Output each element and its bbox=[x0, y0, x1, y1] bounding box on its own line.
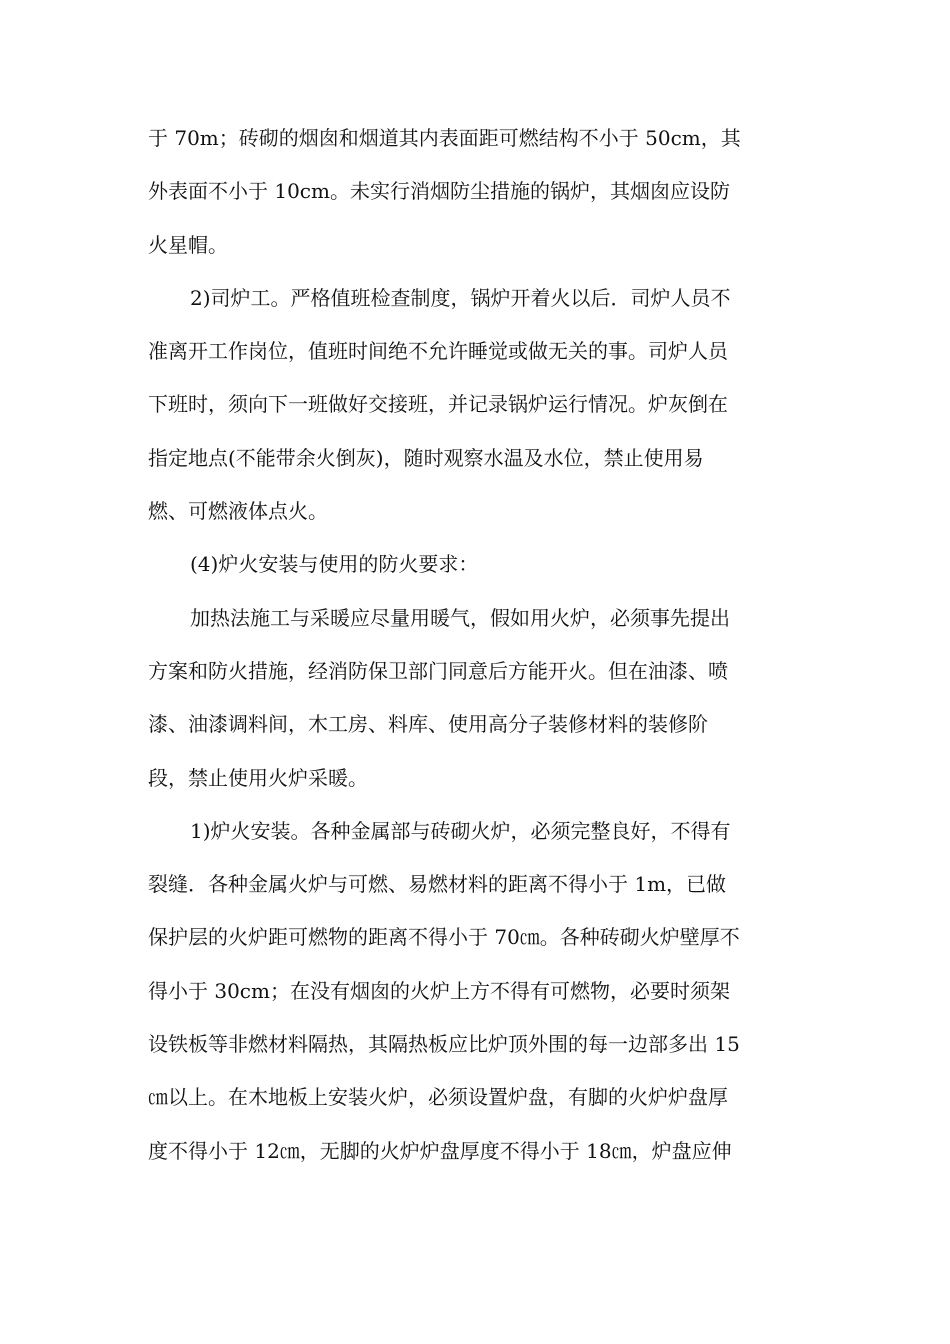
paragraph-start-line: 1)炉火安装。各种金属部与砖砌火炉，必须完整良好，不得有 bbox=[190, 818, 731, 843]
text-line: 燃、可燃液体点火。 bbox=[148, 499, 328, 524]
text-line: 设铁板等非燃材料隔热，其隔热板应比炉顶外围的每一边部多出 15 bbox=[148, 1032, 740, 1057]
document-body bbox=[148, 112, 808, 1178]
text-line: 度不得小于 12㎝，无脚的火炉炉盘厚度不得小于 18㎝，炉盘应伸 bbox=[148, 1138, 732, 1163]
paragraph-start-line: 加热法施工与采暖应尽量用暖气，假如用火炉，必须事先提出 bbox=[190, 605, 730, 630]
text-line: 外表面不小于 10cm。未实行消烟防尘措施的锅炉，其烟囱应设防 bbox=[148, 179, 730, 204]
text-line: 段，禁止使用火炉采暖。 bbox=[148, 765, 368, 790]
text-line: 漆、油漆调料间，木工房、料库、使用高分子装修材料的装修阶 bbox=[148, 712, 708, 737]
text-line: 得小于 30cm；在没有烟囱的火炉上方不得有可燃物，必要时须架 bbox=[148, 978, 730, 1003]
paragraph-start-line: 2)司炉工。严格值班检查制度，锅炉开着火以后．司炉人员不 bbox=[190, 285, 731, 310]
text-line: 保护层的火炉距可燃物的距离不得小于 70㎝。各种砖砌火炉壁厚不 bbox=[148, 925, 740, 950]
text-line: 裂缝．各种金属火炉与可燃、易燃材料的距离不得小于 1m，已做 bbox=[148, 872, 727, 897]
text-line: 于 70m；砖砌的烟囱和烟道其内表面距可燃结构不小于 50cm，其 bbox=[148, 126, 741, 150]
text-line: 下班时，须向下一班做好交接班，并记录锅炉运行情况。炉灰倒在 bbox=[148, 392, 728, 417]
text-line: 准离开工作岗位，值班时间绝不允许睡觉或做无关的事。司炉人员 bbox=[148, 339, 728, 364]
text-line: 指定地点(不能带余火倒灰)，随时观察水温及水位，禁止使用易 bbox=[148, 445, 704, 470]
text-line: 方案和防火措施，经消防保卫部门同意后方能开火。但在油漆、喷 bbox=[148, 658, 728, 683]
text-line: 火星帽。 bbox=[148, 232, 228, 257]
section-heading-line: (4)炉火安装与使用的防火要求： bbox=[190, 552, 479, 577]
text-line: ㎝以上。在木地板上安装火炉，必须设置炉盘，有脚的火炉炉盘厚 bbox=[148, 1085, 728, 1110]
